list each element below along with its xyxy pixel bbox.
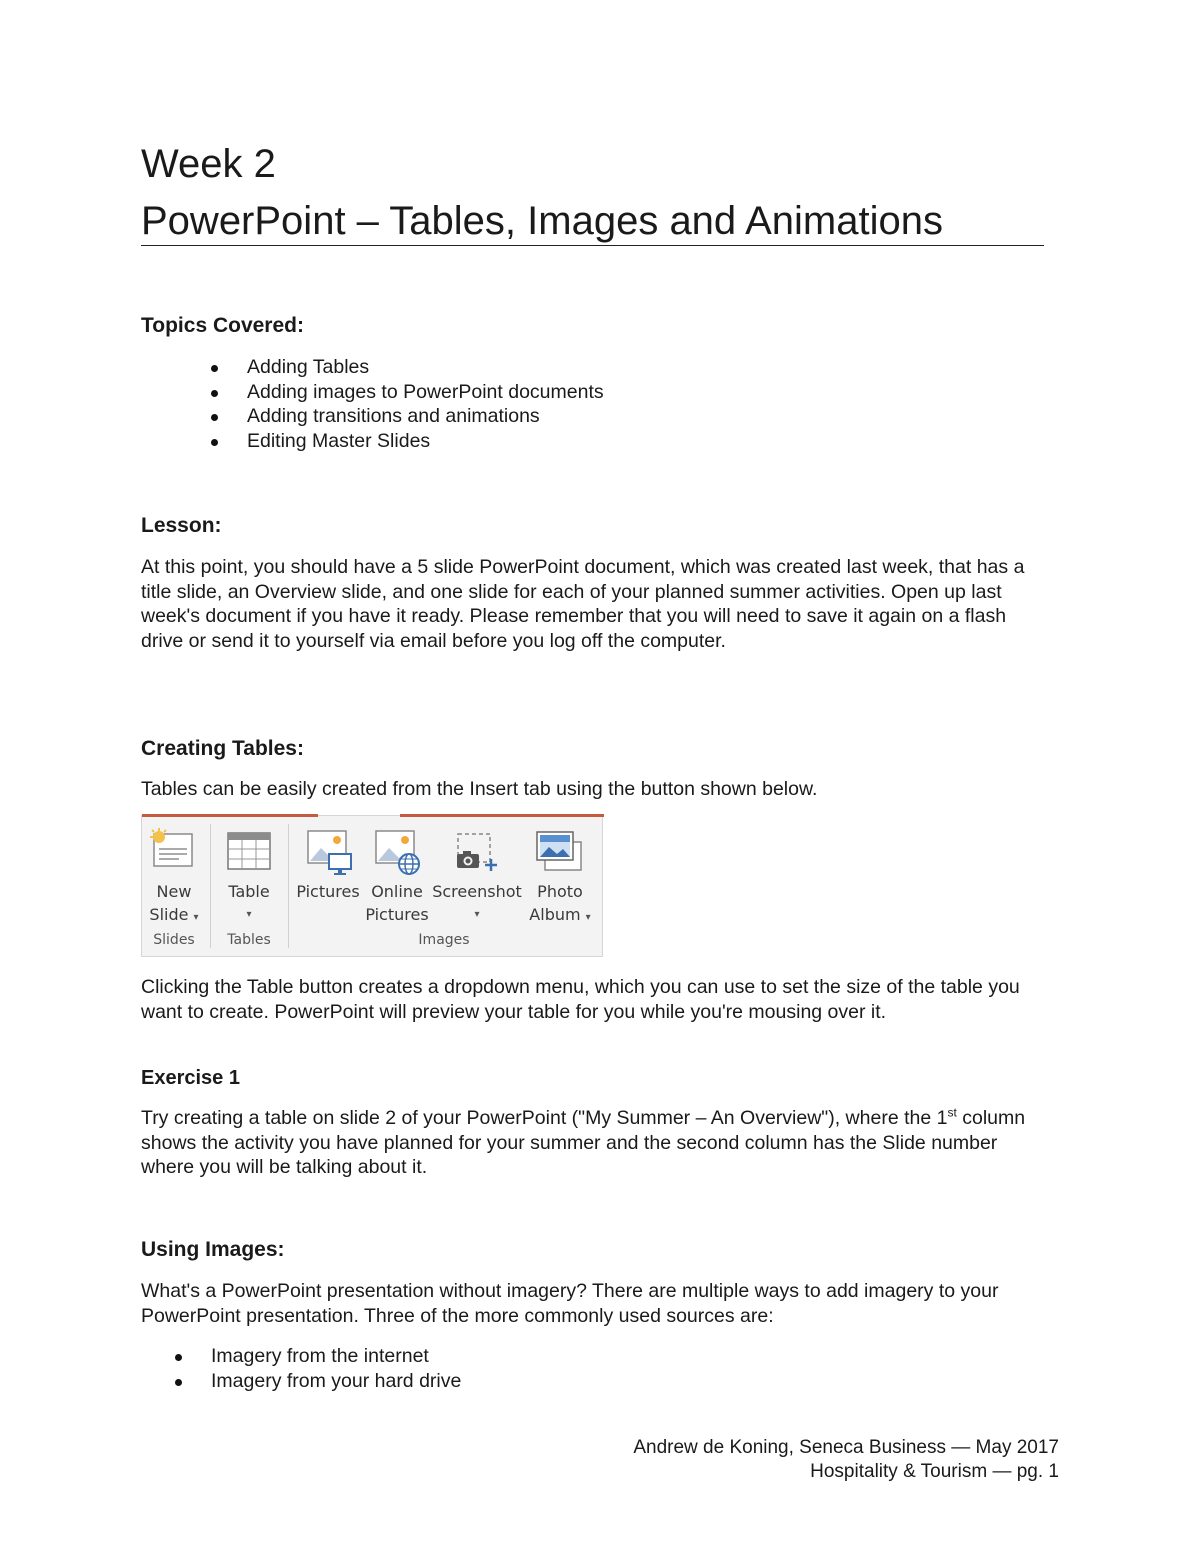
list-item: Imagery from the internet [211,1344,461,1369]
page-title-week: Week 2 [141,142,276,186]
group-label-images: Images [418,932,470,948]
tables-after-paragraph: Clicking the Table button creates a dropdown menu, which you can use to set the size of the table you want to create. PowerPoint will preview your table for you while you're mousing over it. [141,976,1020,1023]
title-divider [141,245,1044,246]
online-pictures-icon [375,830,421,880]
ribbon-separator [288,824,289,948]
list-item: Imagery from your hard drive [211,1369,461,1394]
footer-author: Andrew de Koning, Seneca Business — May 2017 [633,1437,1059,1458]
exercise-heading: Exercise 1 [141,1067,240,1089]
topics-heading: Topics Covered: [141,314,304,337]
online-pictures-button[interactable]: Online Pictures [365,882,429,924]
screenshot-button[interactable]: Screenshot ▾ [432,882,522,920]
screenshot-icon [455,832,499,878]
group-label-tables: Tables [227,932,271,948]
table-button[interactable]: Table ▾ [228,882,270,920]
images-heading: Using Images: [141,1238,285,1261]
list-item: Adding transitions and animations [247,404,604,429]
images-list [211,1344,461,1393]
topics-list [247,355,604,453]
lesson-paragraph: At this point, you should have a 5 slide PowerPoint document, which was created last week, that has a title slide, an Overview slide, and one slide for each of your planned summer activities. Open up last week's document if you have it ready. Please remember that you will need to save it again on a flash drive or send it to yourself via email before you log off the computer. [141,556,1025,652]
tables-heading: Creating Tables: [141,737,304,760]
group-label-slides: Slides [153,932,195,948]
ribbon-accent-right [400,814,604,817]
lesson-heading: Lesson: [141,514,222,537]
insert-ribbon-image [141,815,603,957]
ribbon-separator [210,824,211,948]
list-item: Editing Master Slides [247,429,604,454]
table-icon [227,832,271,874]
pictures-button[interactable]: Pictures [296,882,360,901]
tables-intro: Tables can be easily created from the Insert tab using the button shown below. [141,778,818,800]
list-item: Adding images to PowerPoint documents [247,380,604,405]
list-item: Adding Tables [247,355,604,380]
footer-page: Hospitality & Tourism — pg. 1 [810,1461,1059,1482]
pictures-icon [307,830,353,880]
photo-album-button[interactable]: Photo Album ▾ [529,882,591,924]
ribbon-accent-left [142,814,318,817]
new-slide-button[interactable]: New Slide ▾ [149,882,199,924]
images-paragraph: What's a PowerPoint presentation without imagery? There are multiple ways to add imagery to your PowerPoint presentation. Three of the more commonly used sources are: [141,1280,999,1327]
new-slide-icon [150,828,194,872]
exercise-paragraph: Try creating a table on slide 2 of your PowerPoint ("My Summer – An Overview"), where the 1st column shows the activity you have planned for your summer and the second column has the Slide number where you will be talking about it. [141,1105,1026,1179]
page-title-subtitle: PowerPoint – Tables, Images and Animations [141,199,943,243]
photo-album-icon [535,830,583,876]
